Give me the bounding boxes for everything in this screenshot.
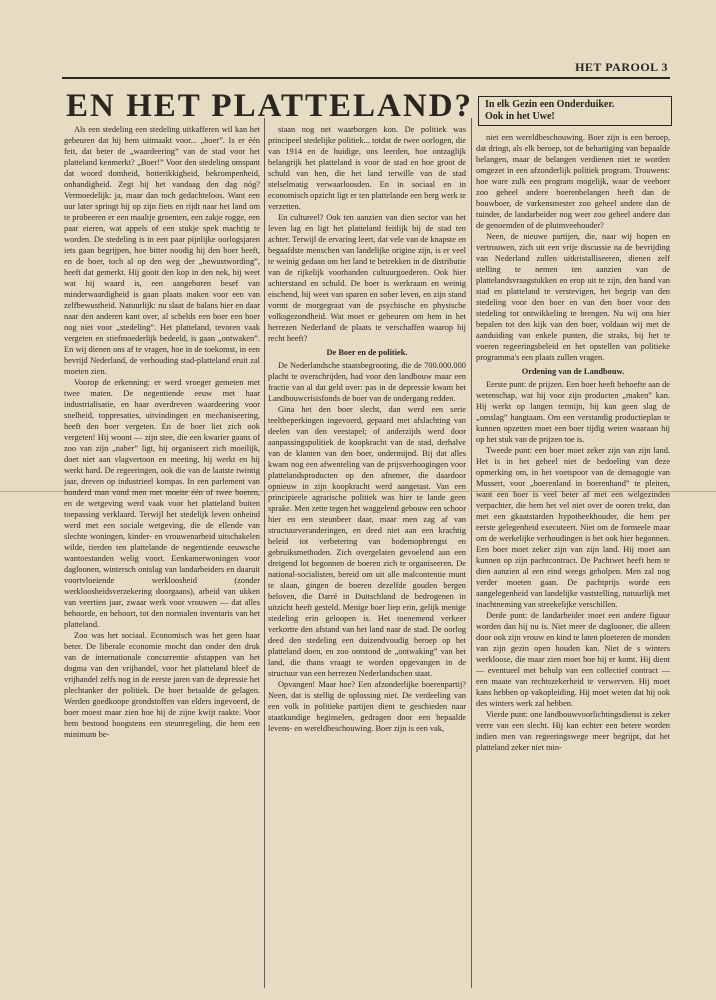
- paragraph: Zoo was het sociaal. Economisch was het geen haar beter. De liberale economie mocht dan onder den druk van de internationale concurrentie afstappen van het dogma van den vrijhandel, voor het platteland bleef de vrijhandel zelfs nog in de eerste jaren van de depressie het plechtanker der politiek. De boer betaalde de gelagen. Werden goedkoope grondstoffen van elders ingevoerd, de boer moest maar zien hoe hij de zijne kwijt raakte. Voor hem bestond hoogstens een steunregeling, die hem een minimum be-: [64, 631, 260, 739]
- paragraph: De Nederlandsche staatsbegrooting, die de 700.000.000 placht te overschrijden, had voor den landbouw maar een fractie van al dat geld over: pas in de depressie kwam het Landbouwcrisisfonds de boer van de ondergang redden.: [268, 361, 466, 403]
- column-divider-1: [264, 118, 265, 988]
- paragraph: Als een stedeling een stedeling uitkafferen wil kan het gebeuren dat hij hem uitmaakt voor... „boer”. Is er één feit, dat beter de „waardeering” van de stad voor het platteland kenmerkt? „Boer!” Voor den stedeling omspant dat woord domheid, botterikkigheid, bekrompenheid, onhandigheid. Zegt hij het vandaag den dag nóg? Vermoedelijk: ja, maar dan toch gedachteloos. Want een uur later springt hij op zijn fiets en rijdt naar het land om te probeeren er een maaltje groenten, een zakje rogge, een paar eieren, wat appels of een stukje spek machtig te worden. De stedeling is in een paar pijnlijke oorlogsjaren iets gaan begrijpen, hoe bitter noodig hij den boer heeft, en de boer, toch al op den weg der „bewustwording”, heeft dat gemerkt. Hij gooit den kop in den nek, hij weet wat hij waard is, een aangeboren besef van minderwaardigheid is gaan plaats maken voor een van zelfbewustheid. Natuurlijk: nu slaat de balans hier en daar naar den anderen kant over, al schelds een boer een boer nog niet voor „stedeling”. Het platteland, tevoren vaak vergeten en stiefmoederlijk bedeeld, is gaan „ontwaken”. En wij dienen ons af te vragen, hoe in de toekomst, in een bevrijd Nederland, de verhouding stad-platteland eruit zal moeten zien.: [64, 125, 260, 376]
- paragraph: Vierde punt: one landbouwvoorlichtingsdienst is zeker verre van een slecht. Hij kan echter een betere worden indien men van regeeringswege meer begrijpt, dat het platteland zeker niet min-: [476, 710, 670, 752]
- masthead: HET PAROOL 3: [575, 60, 668, 74]
- column-3: [476, 132, 670, 992]
- paragraph: Eerste punt: de prijzen. Een boer heeft behoefte aan de wetenschap, wat hij voor zijn producten „maken” kan. Hij werkt op langen termijn, hij kan geen slag de „omslag” hangtaam. Om een verstandig productieplan te kunnen opzetten moet een boer tijdig weten waaraan hij op het stuk van de prijzen toe is.: [476, 380, 670, 444]
- column-2: [268, 124, 466, 984]
- paragraph: Opvangen! Maar hoe? Een afzonderlijke boerenpartij? Neen, dat is stellig de oplossing niet. De verdeeling van een volk in politieke partijen dient te geschieden naar staatkundige beginselen, gedragen door een bepaalde levens- en wereldbeschouwing. Boer zijn is een vak,: [268, 680, 466, 733]
- paragraph: Derde punt: de landarbeider moet een andere figuur worden dan hij nu is. Niet meer de daglooner, die alleen door ook zijn vrouw en kind te laten ploeteren de monden van zijn gezin open houden kan. Niet de s winters werkloose, die maar zien moet hoe hij er komt. Hij dient — eventueel met behulp van een collectief contract — een maate van rechtszekerheid te verwerven. Hij moet kans hebben op vakopleiding. Hij moet weten dat hij ook des winters werk zal hebben.: [476, 611, 670, 708]
- top-rule: [62, 77, 670, 79]
- paragraph: Voorop de erkenning: er werd vroeger gemeten met twee maten. De negentiende eeuw met haar industrialisatie, en haar overdreven waardeering voor snelheid, toppresaties, uitvindingen en mechaniseering, heeft den boer vergeten. En de boer liet zich ook vergeten! Hij woont — zijn stee, die een kwarier gaans of zoo van zijn „naber” ligt, hij organiseert zich moeilijk, doet niet aan vlagvertoon en meeting, hij werkt en hij werkt hard. De regeeringen, ook die van de laatste twintig jaar, dreven op industrieel kompas. In een parlement van honderd man vond men met moeite één of twee boeren, en de wetgeving werd vaak voor het platteland buiten toepassing verklaard. Terwijl het stedelijk leven onheind werd met een sociale wetgeving, die de ellende van slechte woningen, kinder- en vrouwenarbeid uitschakelen wilde, tierden ten plattelande de negentiende eeuwsche wantoestanden welig voort. Eenkamerwoningen voor dagloonen, wintersch ontslag van landarbeiders en daaruit voortvloeiende werkloosheid (zonder werkloosheidsverzekering doorgaans), arbeid van ukken van veertien jaar, zwaar werk voor vrouwen — dat alles behoorde, en behoort, tot den normalen inventaris van het platteland.: [64, 378, 260, 629]
- paragraph: Gina het den boer slecht, dan werd een serie teeltbeperkingen ingevoerd, gepaard met afslachting van deelen van den veestapel; of anderzijds werd door aanpassingspolitiek de koopkracht van de stad, derhalve van de klanten van den boer, ondermijnd. Bij dat alles kwam nog een afwenteling van de prijsverhoogingen voor plattelandsproducten op den afnemer, die daardoor opnieuw in zijn koopkracht werd aangetast. Van een principieele agrarische politiek was hier te lande geen sprake. Men zette tegen het waggelend gebouw een schoor hier en een steunbeer daar, maar men zag af van structuurveranderingen, en deed niet aan een krachtig beleid tot verbetering van bodemopbrengst en gebruiksmethoden. Zich overgelaten gevoelend aan een dreigend lot begonnen de boeren zich te organiseeren. De national-socialisten, bereid om uit alle malcontentie munt te slaan, gingen de boeren dezelfde gouden bergen beloven, die Darré in Duitschland de bedrogenen in uitzicht heeft gesteld. Menige boer liep erin, gelijk menige stedeling erin geloopen is. Het toenemend verkeer verkortte den afstand van het land naar de stad. De oorlog deed den stedeling een duizendvoudig beroep op het platteland doen, en zoo ontstond de „ontwaking” van het land, die thans vraagt te worden opgevangen in de structuur van een herrezen Nederlandschen staat.: [268, 405, 466, 678]
- paragraph: staan nog net waarborgen kon. De politiek was principeel stedelijke politiek... totdat de twee oorlogen, die van 1914 en de huidige, ons leerden, hoe ontzaglijk belangrijk het platteland is voor de stad en hoe groot de schuld van hen, die het land terwille van de stad stelselmatig verwaarloosden. En in sociaal en in economisch opzicht ligt er ten plattelande een berg werk te verzetten.: [268, 125, 466, 211]
- paragraph: En cultureel? Ook ten aanzien van dien sector van het leven lag en ligt het platteland feitlijk bij de stad ten achter. Terwijl de ervaring leert, dat vele van de knapste en begaafdste menschen van landelijke origine zijn, is er veel te weinig gedaan om het land te betrekken in de distributie van de rijkelijk voorhanden cultuurgoederen. Ook hier achterstand en schuld. De boer is werkraam en weinig eischend, hij weet van sparen en sober leven, en zijn stand vormt de morgegraat van de psychische en physische volksgezondheid. Wat moet er gebeuren om hem in het herrezen Nederland de plaats te verschaffen waarop hij recht heeft?: [268, 213, 466, 343]
- notice-line-2: Ook in het Uwe!: [485, 111, 555, 122]
- paragraph: niet een wereldbeschouwing. Boer zijn is een beroep, dat dringt, als elk beroep, tot de behartiging van bepaalde belangen, maar de belangen verdienen niet te worden omgezet in een afzonderlijk politiek program. Trouwens: hoe ware zulk een program mogelijk, waar de veeboer zoo geheel andere boerenbelangen heeft dan de bouwboer, de varkensmester zoo geheel andere dan de tuinder, de landarbeider nog weer zoo geheel andere dan de genoemden of de pluimveehouder?: [476, 133, 670, 230]
- column-divider-2: [471, 118, 472, 988]
- headline: EN HET PLATTELAND?: [66, 88, 474, 124]
- subheading: De Boer en de politiek.: [326, 348, 408, 357]
- paragraph: Tweede punt: een boer moet zeker zijn van zijn land. Het is in het geheel niet de bedoeling van deze opmerking om, in het voetspoor van de demagogie van Mussert, voor „boerenland in boerenhand” te pleiten, want een boer is veel beter af met een welgezinden verpachter, die hem het vel niet over de ooren trekt, dan met een gkaatstarden hypotheekhouder, die hem per eerste gelegenheid executeert. Niet om de formeele maar om de werkelijke verhoudingen is het ook hier begonnen. Een boer moet zeker zijn van zijn land. Hij moet aan kunnen op zijn pachtcontract. De Pachtwet heeft hem te dien aanzien al een eind weegs geholpen. Men zal nog verder moeten gaan. De pachtprijs worde een aangelegenheid van landelijke vaststelling, natuurlijk met inachtneming van streekelijke verschillen.: [476, 446, 670, 609]
- paragraph: Neen, de nieuwe partijen, die, naar wij hopen en vertrouwen, zich uit een vrije discussie na de bevrijding van Nederland zullen uitkristalliseeren, dienen zelf stelling te nemen ten aanzien van de plattelandsvraagstukken en erop uit te zijn, den band van stad en platteland te verstevigen, het begrip van den stedeling voor den boer en van den boer voor den stedeling tot ontwikkeling te brengen. Nu wij ons hier bepalen tot den kijk van den boer, voldaan wij met de aanduiding van enkele punten, die straks, bij het te voeren regeeringsbeleid en het opstellen van politieke programma's een plaats zullen vragen.: [476, 232, 670, 362]
- notice-box: [478, 96, 672, 126]
- column-1: [64, 124, 260, 984]
- notice-line-1: In elk Gezin een Onderduiker.: [485, 99, 615, 110]
- subheading: Ordening van de Landbouw.: [521, 367, 625, 376]
